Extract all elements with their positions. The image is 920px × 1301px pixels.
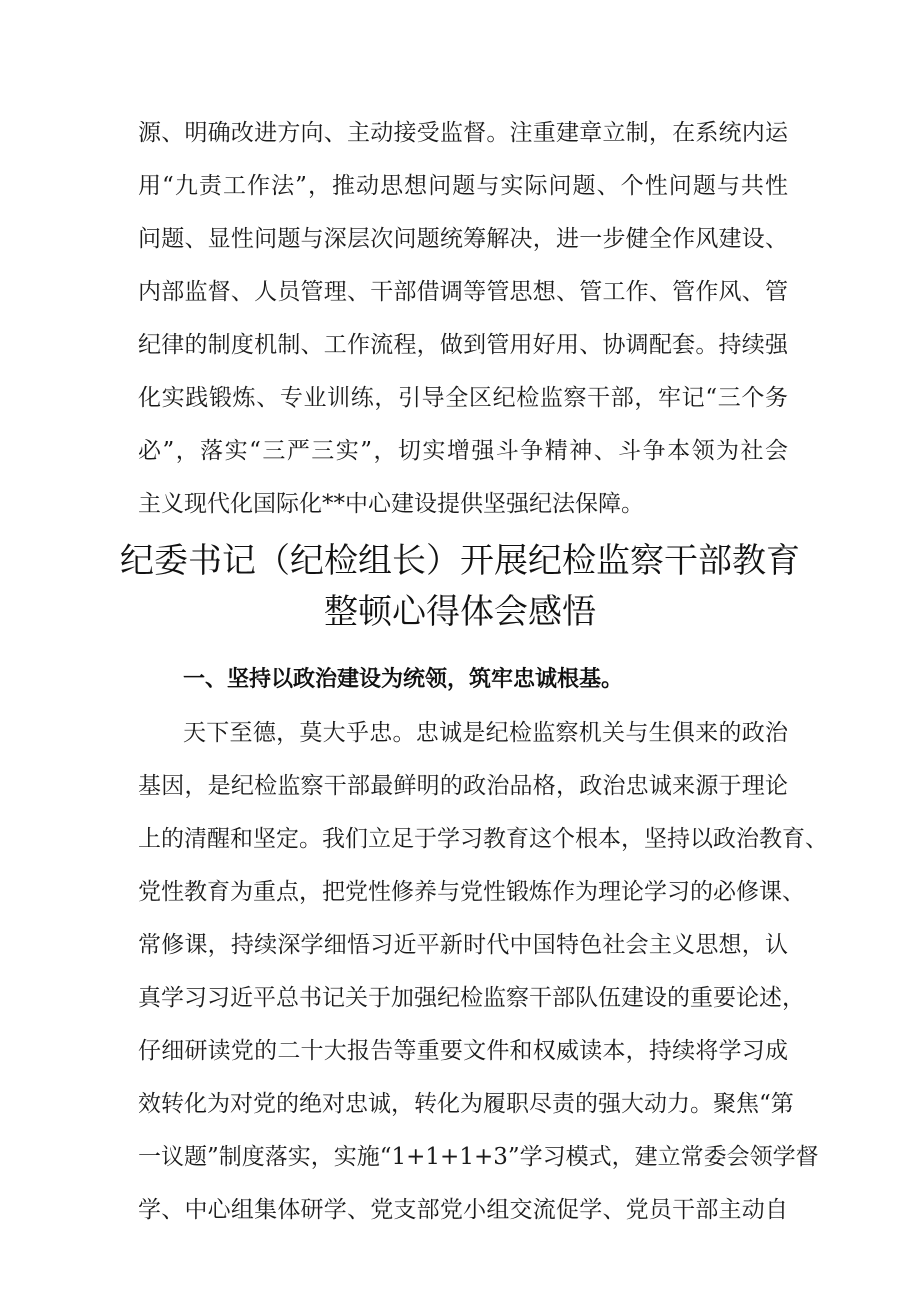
body-line: 效转化为对党的绝对忠诚，转化为履职尽责的强大动力。聚焦“第 (138, 1091, 794, 1117)
body-line: 仔细研读党的二十大报告等重要文件和权威读本，持续将学习成 (138, 1038, 788, 1064)
intro-line: 主义现代化国际化**中心建设提供坚强纪法保障。 (138, 491, 644, 517)
title-line: 纪委书记（纪检组长）开展纪检监察干部教育 (120, 541, 800, 581)
intro-line: 纪律的制度机制、工作流程，做到管用好用、协调配套。持续强 (138, 332, 788, 358)
body-line: 上的清醒和坚定。我们立足于学习教育这个根本，坚持以政治教育、 (138, 826, 828, 852)
intro-line: 问题、显性问题与深层次问题统筹解决，进一步健全作风建设、 (138, 226, 788, 252)
body-line: 学、中心组集体研学、党支部党小组交流促学、党员干部主动自 (138, 1197, 788, 1223)
body-line: 一议题”制度落实，实施“1+1+1+3”学习模式，建立常委会领学督 (138, 1144, 819, 1170)
intro-line: 用“九责工作法”，推动思想问题与实际问题、个性问题与共性 (138, 173, 788, 199)
intro-line: 化实践锻炼、专业训练，引导全区纪检监察干部，牢记“三个务 (138, 385, 788, 411)
body-line: 常修课，持续深学细悟习近平新时代中国特色社会主义思想，认 (138, 932, 788, 958)
body-line: 天下至德，莫大乎忠。忠诚是纪检监察机关与生俱来的政治 (183, 720, 788, 746)
intro-line: 内部监督、人员管理、干部借调等管思想、管工作、管作风、管 (138, 279, 788, 305)
body-line: 真学习习近平总书记关于加强纪检监察干部队伍建设的重要论述， (138, 985, 805, 1011)
section-heading: 一、坚持以政治建设为统领，筑牢忠诚根基。 (183, 667, 624, 692)
title-line: 整顿心得体会感悟 (324, 592, 596, 632)
body-line: 基因，是纪检监察干部最鲜明的政治品格，政治忠诚来源于理论 (138, 773, 788, 799)
body-line: 党性教育为重点，把党性修养与党性锻炼作为理论学习的必修课、 (138, 879, 805, 905)
intro-line: 源、明确改进方向、主动接受监督。注重建章立制，在系统内运 (138, 120, 788, 146)
intro-line: 必”，落实“三严三实”，切实增强斗争精神、斗争本领为社会 (138, 438, 788, 464)
